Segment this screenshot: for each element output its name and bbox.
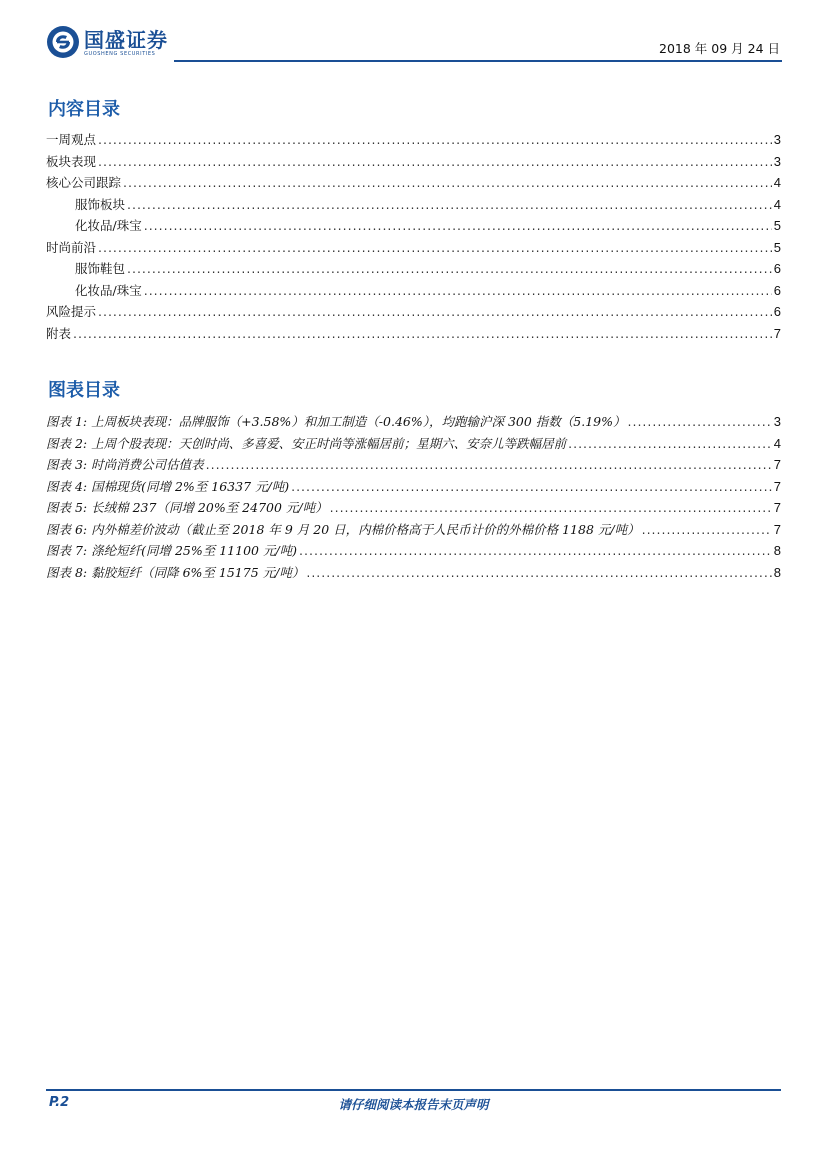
report-date: 2018 年 09 月 24 日 — [659, 41, 780, 56]
footer-divider — [46, 1089, 781, 1091]
figure-entry-label: 图表 4: 国棉现货(同增 2%至 16337 元/吨) — [46, 478, 290, 494]
toc-entry-label: 核心公司跟踪 — [46, 175, 122, 190]
figure-entry-label: 图表 6: 内外棉差价波动（截止至 2018 年 9 月 20 日，内棉价格高于人民币计价的外棉价格 1188 元/吨） — [46, 521, 640, 537]
toc-entry[interactable] — [46, 237, 781, 259]
figure-entry-page: 7 — [773, 521, 781, 537]
figure-entry[interactable] — [46, 433, 781, 455]
toc-subentry[interactable] — [46, 280, 781, 302]
toc-entry-page: 5 — [773, 218, 781, 233]
toc-entry[interactable] — [46, 172, 781, 194]
toc-subentry[interactable] — [46, 215, 781, 237]
toc-entry-label: 风险提示 — [46, 304, 97, 319]
figure-entry[interactable] — [46, 540, 781, 562]
figure-entry-label: 图表 7: 涤纶短纤(同增 25%至 11100 元/吨) — [46, 543, 298, 558]
figure-entry[interactable] — [46, 562, 781, 584]
toc-entry[interactable] — [46, 151, 781, 173]
figures-title: 图表目录 — [48, 380, 120, 401]
toc-entry-page: 3 — [773, 132, 781, 147]
company-logo — [44, 22, 184, 62]
figure-entry-label: 图表 3: 时尚消费公司估值表 — [46, 457, 204, 472]
toc-leader — [127, 258, 772, 280]
figure-entry-page: 8 — [773, 564, 781, 580]
contents-title: 内容目录 — [48, 99, 120, 120]
logo-subtext: GUOSHENG SECURITIES — [84, 51, 156, 57]
logo-wordmark: 国盛证券 — [84, 28, 168, 52]
toc-entry-label: 服饰鞋包 — [75, 261, 126, 276]
toc-leader — [642, 519, 772, 541]
toc-subentry[interactable] — [46, 194, 781, 216]
toc-entry-label: 化妆品/珠宝 — [75, 282, 142, 298]
page-number: P.2 — [49, 1095, 70, 1110]
toc-leader — [291, 476, 772, 498]
figure-entry-label: 图表 8: 黏胶短纤（同降 6%至 15175 元/吨） — [46, 564, 305, 580]
figure-entry-label: 图表 1: 上周板块表现：品牌服饰（+3.58%）和加工制造（-0.46%），均跑输沪深 300 指数（5.19%） — [46, 414, 626, 429]
figure-entry-page: 3 — [773, 414, 781, 429]
figure-entry[interactable] — [46, 519, 781, 541]
figure-entry-page: 8 — [773, 543, 781, 558]
figure-entry-page: 7 — [773, 500, 781, 515]
toc-entry-label: 服饰板块 — [75, 196, 126, 212]
toc-subentry[interactable] — [46, 258, 781, 280]
figure-entry[interactable] — [46, 476, 781, 498]
figure-entry-label: 图表 2: 上周个股表现：天创时尚、多喜爱、安正时尚等涨幅居前；星期六、安奈儿等跌幅居前 — [46, 435, 567, 451]
footer-disclaimer: 请仔细阅读本报告末页声明 — [338, 1097, 489, 1112]
guosheng-logo-icon — [46, 25, 80, 59]
toc-entry-page: 6 — [773, 304, 781, 319]
toc-entry[interactable] — [46, 129, 781, 151]
toc-leader — [98, 237, 772, 259]
toc-entry-page: 7 — [773, 325, 781, 341]
toc-leader — [98, 301, 772, 323]
figure-entry-label: 图表 5: 长绒棉 237（同增 20%至 24700 元/吨） — [46, 500, 328, 515]
figure-entry-page: 7 — [773, 478, 781, 494]
figure-entry[interactable] — [46, 411, 781, 433]
toc-leader — [330, 497, 772, 519]
toc-entry-page: 6 — [773, 282, 781, 298]
header-divider — [174, 60, 782, 62]
toc-entry-page: 6 — [773, 261, 781, 276]
toc-leader — [144, 215, 772, 237]
toc-leader — [73, 323, 772, 345]
figures-list — [46, 411, 781, 583]
toc-entry-page: 4 — [773, 196, 781, 212]
toc-leader — [206, 454, 772, 476]
toc-leader — [127, 194, 772, 216]
toc-leader — [299, 540, 772, 562]
toc-entry-label: 一周观点 — [46, 132, 97, 147]
toc-entry[interactable] — [46, 301, 781, 323]
toc-entry[interactable] — [46, 323, 781, 345]
contents-list — [46, 129, 781, 344]
toc-entry-label: 板块表现 — [46, 153, 97, 169]
toc-entry-label: 附表 — [46, 325, 72, 341]
toc-leader — [306, 562, 771, 584]
figure-entry-page: 4 — [773, 435, 781, 451]
toc-leader — [123, 172, 772, 194]
toc-entry-page: 3 — [773, 153, 781, 169]
page-header — [44, 22, 782, 62]
toc-entry-page: 5 — [773, 239, 781, 255]
toc-entry-label: 化妆品/珠宝 — [75, 218, 142, 233]
toc-leader — [98, 151, 772, 173]
toc-entry-page: 4 — [773, 175, 781, 190]
figure-entry-page: 7 — [773, 457, 781, 472]
toc-leader — [144, 280, 772, 302]
toc-leader — [628, 411, 772, 433]
figure-entry[interactable] — [46, 497, 781, 519]
toc-leader — [98, 129, 772, 151]
figure-entry[interactable] — [46, 454, 781, 476]
toc-leader — [568, 433, 772, 455]
toc-entry-label: 时尚前沿 — [46, 239, 97, 255]
